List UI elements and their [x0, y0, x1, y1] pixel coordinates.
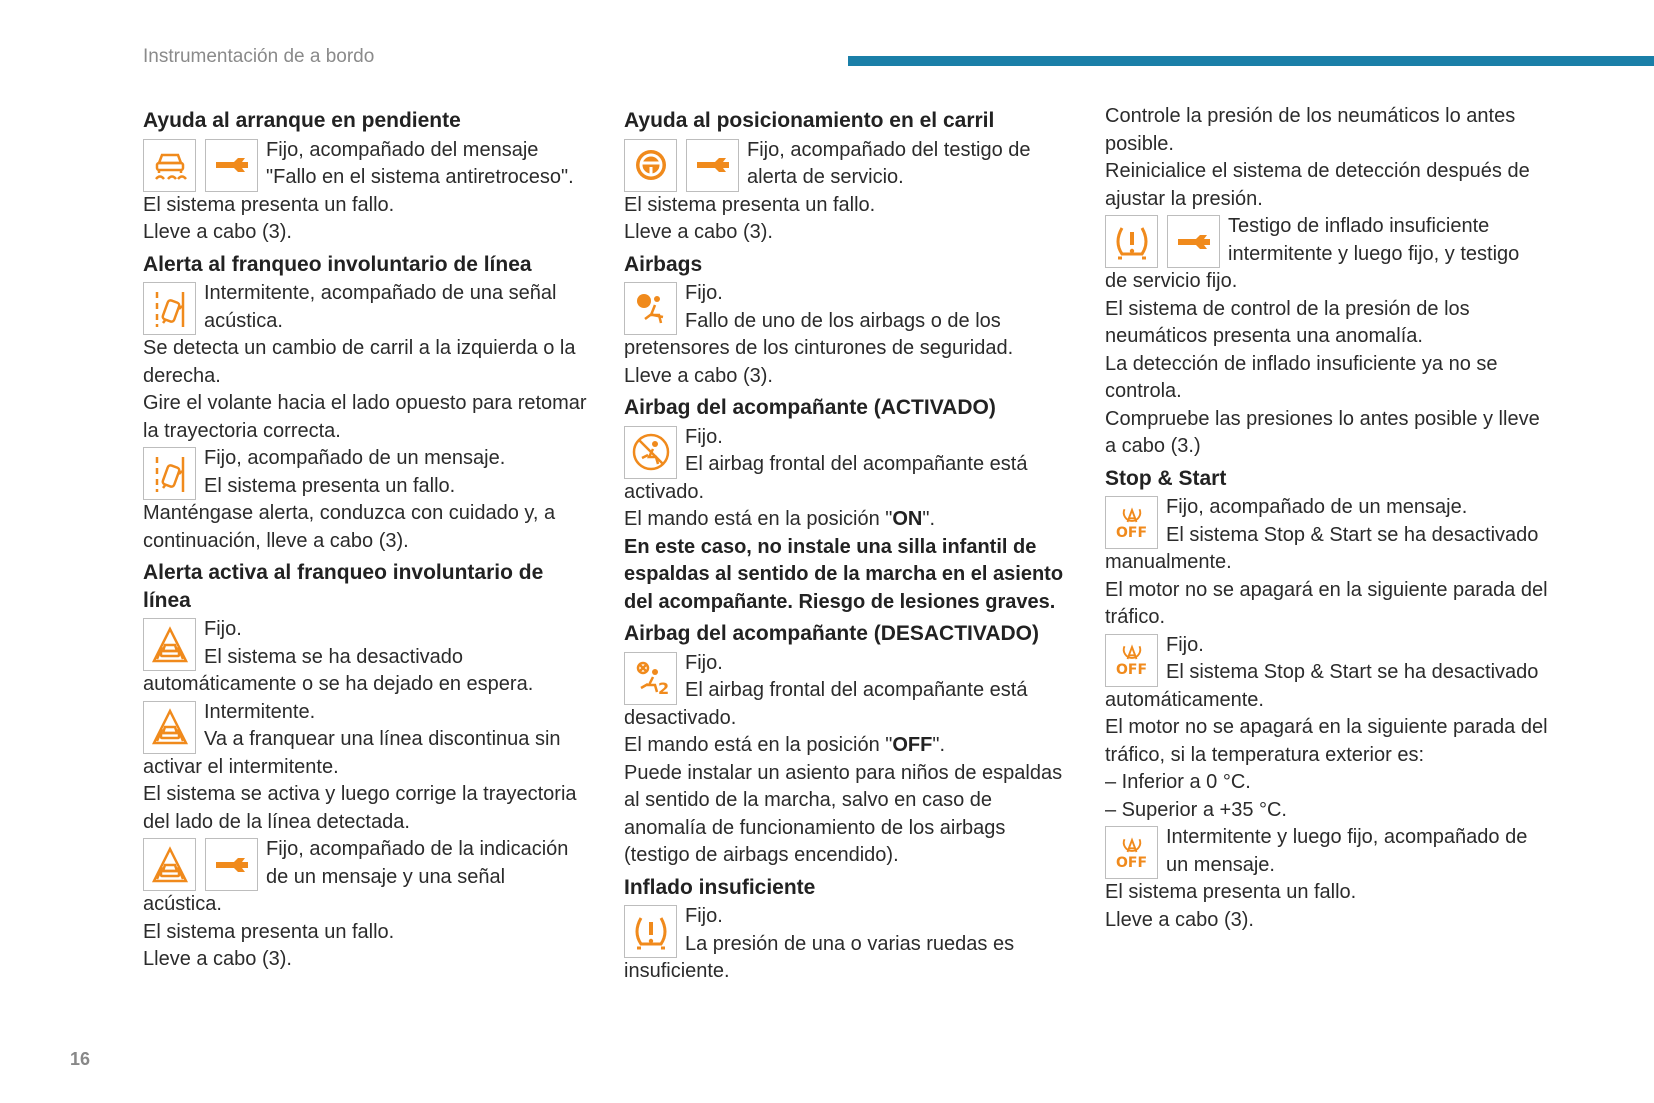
- text: Fijo, acompañado del mensaje: [266, 138, 539, 161]
- warning-entry: [1105, 494, 1555, 549]
- text: Fijo.: [1166, 633, 1204, 656]
- text: El sistema se activa y luego corrige la trayectoria del lado de la línea detectada.: [143, 783, 577, 833]
- text: manualmente.: [1105, 551, 1232, 573]
- text: Controle la presión de los neumáticos lo antes posible.: [1105, 105, 1516, 155]
- text: El motor no se apagará en la siguiente parada del tráfico.: [1105, 578, 1548, 628]
- wrench-icon: [205, 139, 258, 192]
- section-title: Stop & Start: [1105, 466, 1227, 490]
- lane-departure-icon: [143, 282, 196, 335]
- text: Testigo de inflado insuficiente: [1228, 215, 1490, 237]
- text: Lleve a cabo (3).: [143, 221, 292, 243]
- hill-start-icon: [143, 139, 196, 192]
- lane-departure-icon: [143, 447, 196, 500]
- text: Fijo.: [685, 282, 723, 304]
- text: La presión de una o varias ruedas es: [685, 932, 1015, 955]
- text: de servicio fijo.: [1105, 270, 1238, 292]
- stop-start-off-icon: OFF: [1105, 826, 1158, 879]
- passenger-airbag-off-icon: [624, 652, 677, 705]
- warning-entry: [143, 699, 593, 754]
- text: activar el intermitente.: [143, 755, 339, 778]
- text: Intermitente y luego fijo, acompañado de: [1166, 826, 1528, 848]
- page-number: 16: [70, 1049, 91, 1069]
- warning-entry: [143, 836, 593, 891]
- text: "Fallo en el sistema antiretroceso".: [266, 166, 574, 188]
- text: Lleve a cabo (3).: [624, 364, 773, 387]
- warning-entry: [624, 137, 1074, 192]
- tyre-pressure-icon: [624, 905, 677, 958]
- text: El sistema se ha desactivado: [204, 645, 464, 668]
- text: Intermitente, acompañado de una señal: [204, 282, 557, 304]
- warning-text: En este caso, no instale una silla infantil de espaldas al sentido de la marcha en el asiento del acompañante. Riesgo de lesiones graves.: [624, 535, 1064, 613]
- column-3: [1105, 103, 1555, 934]
- warning-entry: [624, 903, 1074, 958]
- warning-entry: [624, 280, 1074, 335]
- text: Intermitente.: [204, 700, 316, 723]
- section-title: Alerta activa al franqueo involuntario de línea: [143, 561, 544, 612]
- warning-entry: [1105, 213, 1555, 268]
- text: Fijo.: [204, 618, 242, 640]
- warning-entry: [143, 137, 593, 192]
- text: Se detecta un cambio de carril a la izquierda o la derecha.: [143, 337, 576, 387]
- stop-start-off-icon: OFF: [1105, 634, 1158, 687]
- text: El sistema Stop & Start se ha desactivado: [1166, 661, 1539, 683]
- list-item: – Superior a +35 °C.: [1105, 798, 1287, 821]
- text: El airbag frontal del acompañante está: [685, 679, 1028, 701]
- section-title: Ayuda al arranque en pendiente: [143, 109, 461, 132]
- text: un mensaje.: [1166, 853, 1275, 876]
- passenger-airbag-on-icon: [624, 426, 677, 479]
- wrench-icon: [1167, 215, 1220, 268]
- column-2: [624, 103, 1074, 986]
- section-title: Ayuda al posicionamiento en el carril: [624, 109, 995, 132]
- text: El sistema Stop & Start se ha desactivado: [1166, 523, 1539, 546]
- wrench-icon: [686, 139, 739, 192]
- stop-start-off-icon: OFF: [1105, 496, 1158, 549]
- active-lane-icon: [143, 701, 196, 754]
- section-title: Airbags: [624, 252, 703, 276]
- text: automáticamente o se ha dejado en espera.: [143, 673, 534, 695]
- text: Lleve a cabo (3).: [1105, 908, 1254, 931]
- text: intermitente y luego fijo, y testigo: [1228, 242, 1520, 265]
- text: El sistema presenta un fallo.: [204, 474, 456, 497]
- text: de un mensaje y una señal: [266, 865, 506, 888]
- active-lane-icon: [143, 838, 196, 891]
- text: Fijo, acompañado de la indicación: [266, 838, 569, 860]
- text: Fijo, acompañado de un mensaje.: [204, 447, 506, 469]
- text: pretensores de los cinturones de seguridad.: [624, 337, 1014, 359]
- text: alerta de servicio.: [747, 166, 904, 188]
- text: El sistema presenta un fallo.: [143, 920, 395, 943]
- text: El sistema presenta un fallo.: [1105, 881, 1357, 903]
- text: El sistema de control de la presión de los neumáticos presenta una anomalía.: [1105, 297, 1470, 347]
- text: acústica.: [204, 309, 283, 332]
- text: desactivado.: [624, 706, 737, 729]
- text: Fijo.: [685, 905, 723, 927]
- warning-entry: [1105, 824, 1555, 879]
- section-title: Airbag del acompañante (DESACTIVADO): [624, 622, 1039, 645]
- text: Compruebe las presiones lo antes posible y lleve a cabo (3.): [1105, 407, 1540, 457]
- text: Fijo, acompañado del testigo de: [747, 138, 1031, 161]
- warning-entry: [143, 616, 593, 671]
- text: El mando está en la posición "ON".: [624, 508, 936, 530]
- text: Manténgase alerta, conduzca con cuidado y, a continuación, lleve a cabo (3).: [143, 502, 556, 552]
- text: Fijo.: [685, 651, 723, 674]
- text: Reinicialice el sistema de detección después de ajustar la presión.: [1105, 160, 1530, 210]
- section-title: Alerta al franqueo involuntario de línea: [143, 252, 532, 276]
- wrench-icon: [205, 838, 258, 891]
- text: Lleve a cabo (3).: [624, 221, 773, 243]
- text: La detección de inflado insuficiente ya no se controla.: [1105, 352, 1498, 402]
- warning-entry: [143, 445, 593, 500]
- steering-wheel-icon: [624, 139, 677, 192]
- active-lane-icon: [143, 618, 196, 671]
- text: insuficiente.: [624, 960, 730, 982]
- text: El motor no se apagará en la siguiente parada del tráfico, si la temperatura exterior es:: [1105, 716, 1548, 766]
- text: Fallo de uno de los airbags o de los: [685, 309, 1001, 332]
- airbag-icon: [624, 282, 677, 335]
- text: El mando está en la posición "OFF".: [624, 734, 946, 756]
- warning-entry: [624, 424, 1074, 479]
- list-item: – Inferior a 0 °C.: [1105, 771, 1251, 793]
- text: Fijo.: [685, 425, 723, 448]
- text: Fijo, acompañado de un mensaje.: [1166, 496, 1468, 518]
- section-title: Inflado insuficiente: [624, 875, 816, 899]
- text: El sistema presenta un fallo.: [143, 193, 395, 216]
- header-accent-bar: [848, 56, 1654, 66]
- text: Gire el volante hacia el lado opuesto para retomar la trayectoria correcta.: [143, 392, 587, 442]
- text: Va a franquear una línea discontinua sin: [204, 728, 561, 750]
- warning-entry: [624, 650, 1074, 705]
- text: activado.: [624, 480, 705, 503]
- section-title: Airbag del acompañante (ACTIVADO): [624, 396, 996, 419]
- column-1: [143, 103, 593, 974]
- text: El sistema presenta un fallo.: [624, 193, 876, 216]
- warning-entry: [143, 280, 593, 335]
- text: Puede instalar un asiento para niños de espaldas al sentido de la marcha, salvo en caso de anomalía de funcionamiento de los airbags (testigo de airbags encendido).: [624, 761, 1063, 866]
- text: automáticamente.: [1105, 688, 1264, 711]
- text: acústica.: [143, 893, 222, 915]
- running-header: Instrumentación de a bordo: [143, 46, 375, 67]
- text: Lleve a cabo (3).: [143, 948, 292, 970]
- text: El airbag frontal del acompañante está: [685, 453, 1028, 475]
- tyre-pressure-icon: [1105, 215, 1158, 268]
- warning-entry: [1105, 632, 1555, 687]
